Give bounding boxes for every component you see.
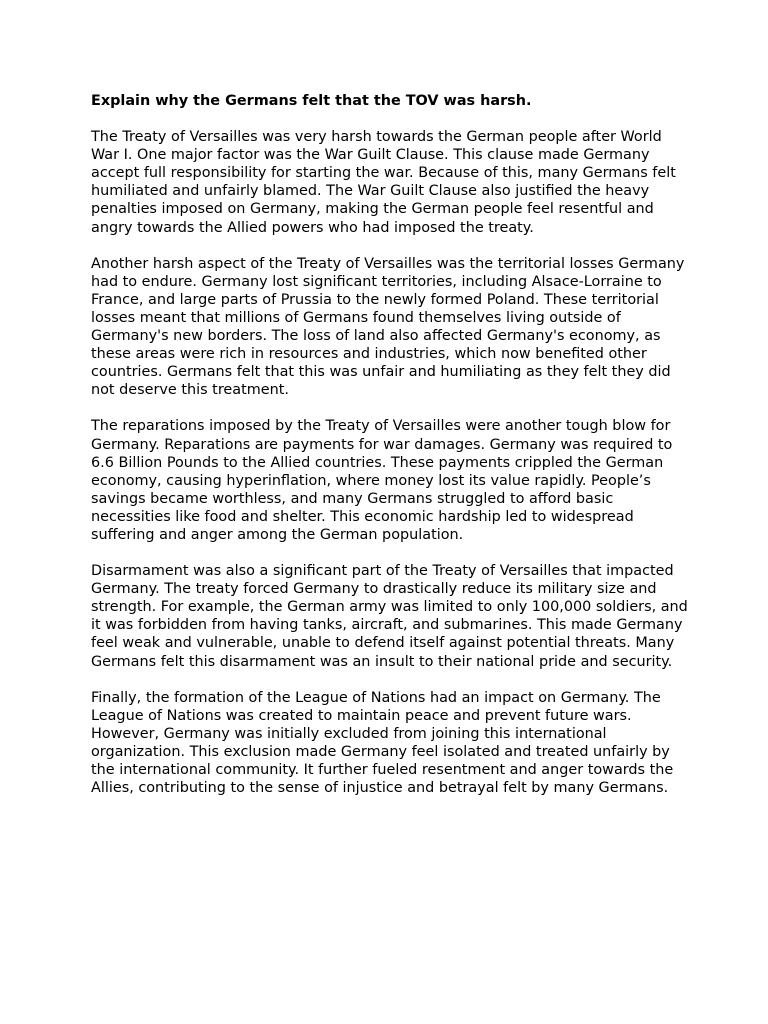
paragraph-reparations: The reparations imposed by the Treaty of Versailles were another tough blow for Germany. Reparations are payments for war damages. Germany was required to 6.6 Billion Pounds to the Allied countries. These payments crippled the German economy, causing hyperinflation, where money lost its value rapidly. People’s savings became worthless, and many Germans struggled to afford basic necessities like food and shelter. This economic hardship led to widespread suffering and anger among the German population. [91,418,673,543]
paragraph-war-guilt: The Treaty of Versailles was very harsh towards the German people after World War I. One major factor was the War Guilt Clause. This clause made Germany accept full responsibility for starting the war. Because of this, many Germans felt humiliated and unfairly blamed. The War Guilt Clause also justified the heavy penalties imposed on Germany, making the German people feel resentful and angry towards the Allied powers who had imposed the treaty. [91,129,676,236]
paragraph-territorial-losses: Another harsh aspect of the Treaty of Versailles was the territorial losses Germany had to endure. Germany lost significant territories, including Alsace-Lorraine to France, and large parts of Prussia to the newly formed Poland. These territorial losses meant that millions of Germans found themselves living outside of Germany's new borders. The loss of land also affected Germany's economy, as these areas were rich in resources and industries, which now benefited other countries. Germans felt that this was unfair and humiliating as they felt they did not deserve this treatment. [91,255,685,399]
document-page [91,92,691,815]
paragraph-disarmament: Disarmament was also a significant part of the Treaty of Versailles that impacted Germany. The treaty forced Germany to drastically reduce its military size and strength. For example, the German army was limited to only 100,000 soldiers, and it was forbidden from having tanks, aircraft, and submarines. This made Germany feel weak and vulnerable, unable to defend itself against potential threats. Many Germans felt this disarmament was an insult to their national pride and security. [91,563,688,670]
document-title: Explain why the Germans felt that the TOV was harsh. [91,93,532,109]
paragraph-league-of-nations: Finally, the formation of the League of Nations had an impact on Germany. The League of Nations was created to maintain peace and prevent future wars. However, Germany was initially excluded from joining this international organization. This exclusion made Germany feel isolated and treated unfairly by the international community. It further fueled resentment and anger towards the Allies, contributing to the sense of injustice and betrayal felt by many Germans. [91,689,674,797]
